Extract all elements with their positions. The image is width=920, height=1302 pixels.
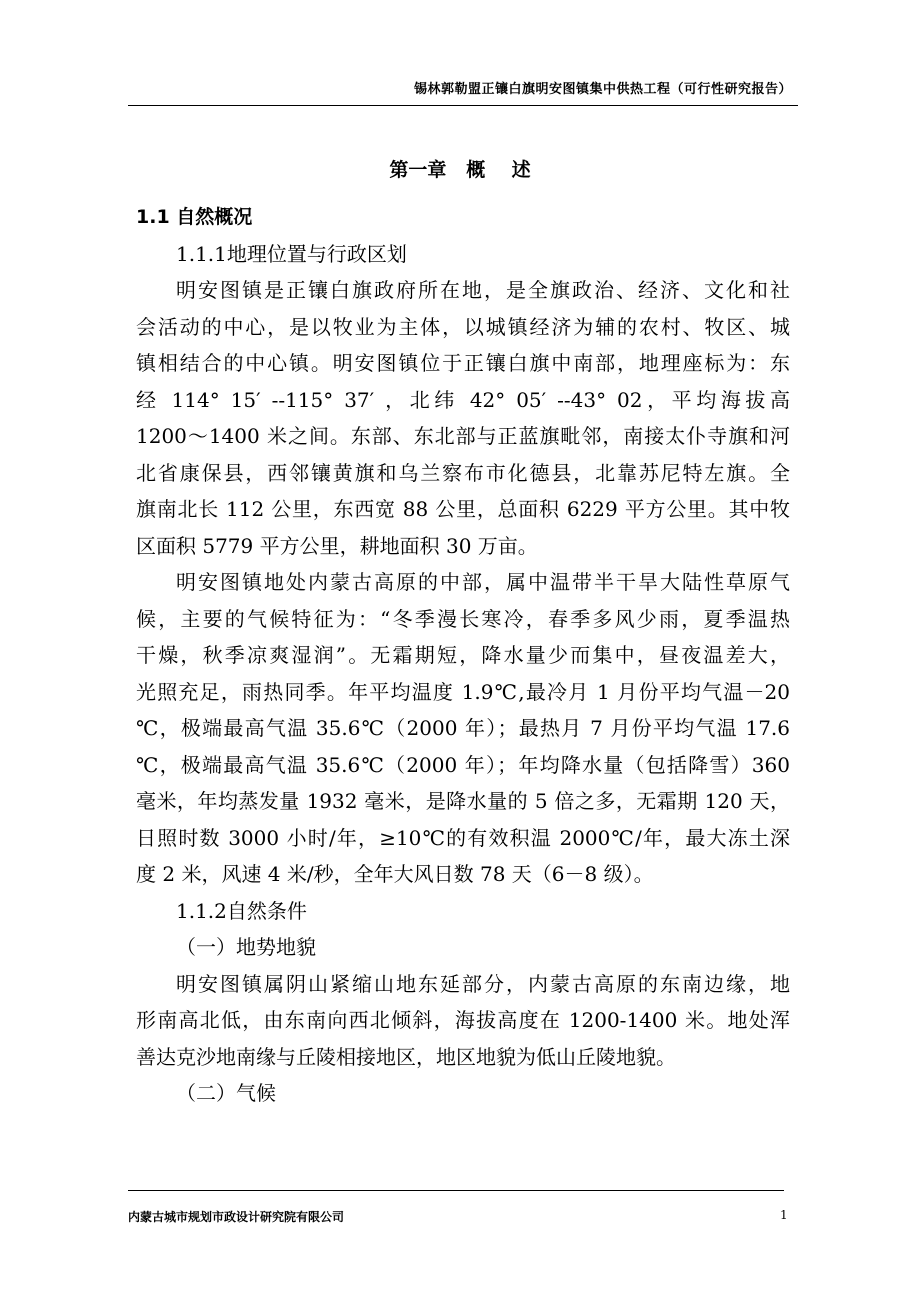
- paragraph-terrain: [136, 966, 790, 1076]
- paragraph-line: 干燥，秋季凉爽湿润”。无霜期短，降水量少而集中，昼夜温差大，: [136, 643, 790, 667]
- page-header-title: 锡林郭勒盟正镶白旗明安图镇集中供热工程（可行性研究报告）: [413, 82, 792, 97]
- paragraph-line: ℃，极端最高气温 35.6℃（2000 年）；最热月 7 月份平均气温 17.6: [136, 716, 790, 740]
- paragraph-line: 明安图镇地处内蒙古高原的中部，属中温带半干旱大陆性草原气: [176, 570, 790, 594]
- paragraph-line: 光照充足，雨热同季。年平均温度 1.9℃,最冷月 1 月份平均气温－20: [136, 679, 790, 704]
- paragraph-line: 形南高北低，由东南向西北倾斜，海拔高度在 1200-1400 米。地处浑: [136, 1008, 790, 1032]
- paragraph-line: ℃，极端最高气温 35.6℃（2000 年）；年均降水量（包括降雪）360: [136, 752, 790, 777]
- chapter-title: 第一章 概 述: [389, 159, 531, 181]
- document-body: [136, 198, 790, 1112]
- paragraph-line: 度 2 米，风速 4 米/秒，全年大风日数 78 天（6－8 级）。: [136, 862, 654, 886]
- paragraph-line: 镇相结合的中心镇。明安图镇位于正镶白旗中南部，地理座标为：东: [136, 351, 790, 375]
- paragraph-climate: [136, 564, 790, 893]
- page-number: 1: [780, 1208, 788, 1222]
- footer-organization: 内蒙古城市规划市政设计研究院有限公司: [128, 1210, 345, 1224]
- paragraph-line: 会活动的中心，是以牧业为主体，以城镇经济为辅的农村、牧区、城: [136, 314, 790, 339]
- paragraph-line: 善达克沙地南缘与丘陵相接地区，地区地貌为低山丘陵地貌。: [136, 1044, 676, 1069]
- subsection-heading-location: 1.1.1地理位置与行政区划: [176, 241, 407, 266]
- paragraph-line: 明安图镇属阴山紧缩山地东延部分，内蒙古高原的东南边缘，地: [176, 971, 790, 996]
- climate-heading: （二）气候: [176, 1081, 276, 1105]
- header-divider: [128, 105, 798, 106]
- paragraph-line: 区面积 5779 平方公里，耕地面积 30 万亩。: [136, 533, 538, 558]
- paragraph-line: 明安图镇是正镶白旗政府所在地，是全旗政治、经济、文化和社: [176, 278, 790, 302]
- paragraph-line: 日照时数 3000 小时/年，≥10℃的有效积温 2000℃/年，最大冻土深: [136, 825, 790, 850]
- paragraph-line: 旗南北长 112 公里，东西宽 88 公里，总面积 6229 平方公里。其中牧: [136, 497, 790, 521]
- paragraph-line: 候，主要的气候特征为：“冬季漫长寒冷，春季多风少雨，夏季温热: [136, 606, 790, 631]
- paragraph-line: 北省康保县，西邻镶黄旗和乌兰察布市化德县，北靠苏尼特左旗。全: [136, 460, 790, 485]
- section-heading: 1.1 自然概况: [136, 206, 253, 228]
- terrain-heading: （一）地势地貌: [176, 935, 316, 959]
- subsection-heading-natural-conditions: 1.1.2自然条件: [176, 898, 307, 923]
- paragraph-line: 1200～1400 米之间。东部、东北部与正蓝旗毗邻，南接太仆寺旗和河: [136, 424, 790, 448]
- paragraph-line: 经 114° 15′ --115° 37′ ，北纬 42° 05′ --43° 02，平均海拔高: [136, 387, 790, 412]
- footer-divider: [128, 1190, 784, 1191]
- paragraph-line: 毫米，年均蒸发量 1932 毫米，是降水量的 5 倍之多，无霜期 120 天，: [136, 789, 790, 813]
- paragraph-location: [136, 272, 790, 564]
